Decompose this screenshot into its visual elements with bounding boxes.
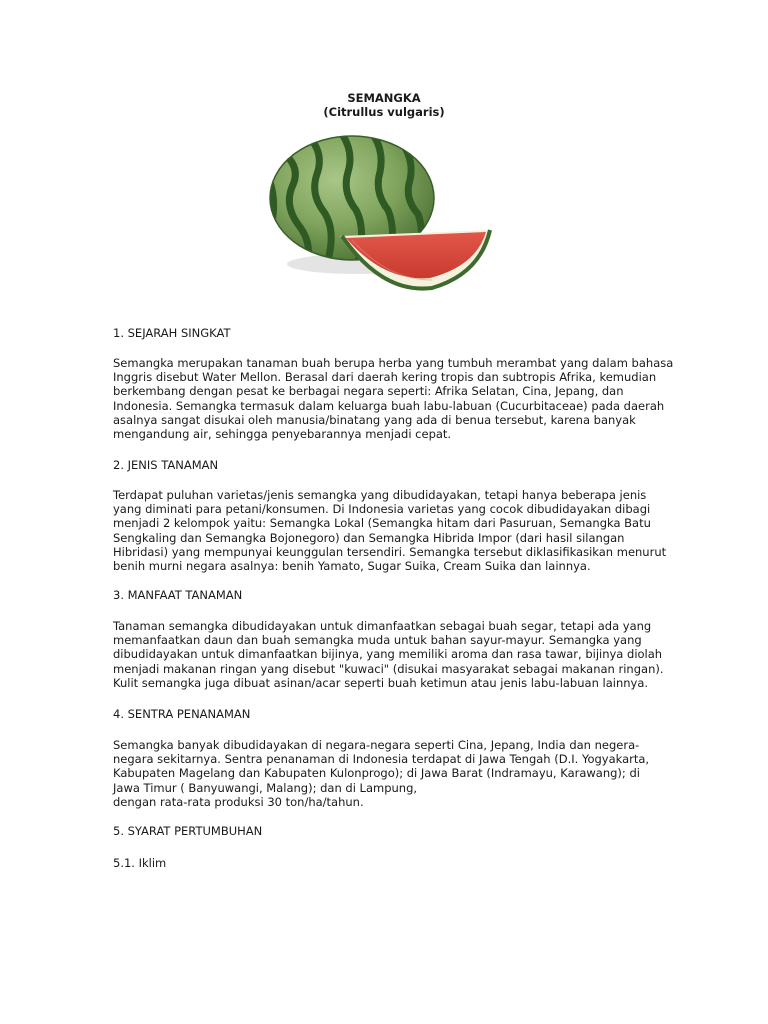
paragraph-line: menjadi 2 kelompok yaitu: Semangka Lokal (Semangka hitam dari Pasuruan, Semangka Batu bbox=[113, 516, 651, 531]
document-title: SEMANGKA bbox=[347, 91, 421, 105]
paragraph-line: Kabupaten Magelang dan Kabupaten Kulonprogo); di Jawa Barat (Indramayu, Karawang); di bbox=[113, 766, 640, 781]
watermelon-illustration bbox=[262, 132, 502, 307]
paragraph-line: berkembang dengan pesat ke berbagai negara seperti: Afrika Selatan, Cina, Jepang, dan bbox=[113, 384, 624, 399]
paragraph-line: Indonesia. Semangka termasuk dalam keluarga buah labu-labuan (Cucurbitaceae) pada daerah bbox=[113, 398, 665, 413]
section-paragraph bbox=[113, 356, 673, 441]
paragraph-line: menjadi makanan ringan yang disebut "kuwaci" (disukai masyarakat sebagai makanan ringan). bbox=[113, 661, 664, 676]
section-heading: 2. JENIS TANAMAN bbox=[113, 458, 219, 472]
section-paragraph bbox=[113, 619, 673, 690]
paragraph-line: benih murni negara asalnya: benih Yamato, Sugar Suika, Cream Suika dan lainnya. bbox=[113, 559, 591, 574]
paragraph-line: negara sekitarnya. Sentra penanaman di Indonesia terdapat di Jawa Tengah (D.I. Yogyakarta, bbox=[113, 752, 650, 767]
section-paragraph bbox=[113, 488, 673, 573]
section-paragraph bbox=[113, 738, 673, 809]
paragraph-line: Tanaman semangka dibudidayakan untuk dimanfaatkan sebagai buah segar, tetapi ada yang bbox=[113, 619, 652, 633]
section-heading: 4. SENTRA PENANAMAN bbox=[113, 707, 251, 721]
paragraph-line: memanfaatkan daun dan buah semangka muda untuk bahan sayur-mayur. Semangka yang bbox=[113, 633, 642, 648]
paragraph-line: Terdapat puluhan varietas/jenis semangka yang dibudidayakan, tetapi hanya beberapa jenis bbox=[113, 488, 647, 502]
paragraph-line: Semangka merupakan tanaman buah berupa herba yang tumbuh merambat yang dalam bahasa bbox=[113, 356, 674, 370]
paragraph-line: mengandung air, sehingga penyebarannya menjadi cepat. bbox=[113, 427, 452, 442]
paragraph-line: Sengkaling dan Semangka Bojonegoro) dan Semangka Hibrida Impor (dari hasil silangan bbox=[113, 530, 625, 545]
document-subtitle: (Citrullus vulgaris) bbox=[323, 105, 445, 119]
paragraph-line: Jawa Timur ( Banyuwangi, Malang); dan di Lampung, bbox=[113, 780, 418, 795]
paragraph-line: Kulit semangka juga dibuat asinan/acar seperti buah ketimun atau jenis labu-labuan lainnya. bbox=[113, 675, 649, 690]
watermelon-slice bbox=[340, 230, 490, 289]
section-heading: 3. MANFAAT TANAMAN bbox=[113, 588, 243, 602]
section-heading: 1. SEJARAH SINGKAT bbox=[113, 326, 231, 340]
paragraph-line: Semangka banyak dibudidayakan di negara-negara seperti Cina, Jepang, India dan negera- bbox=[113, 738, 640, 752]
paragraph-line: dengan rata-rata produksi 30 ton/ha/tahun. bbox=[113, 794, 364, 809]
paragraph-line: asalnya sangat disukai oleh manusia/binatang yang ada di benua tersebut, karena banyak bbox=[113, 412, 636, 427]
paragraph-line: yang diminati para petani/konsumen. Di Indonesia varietas yang cocok dibudidayakan dibagi bbox=[113, 502, 651, 517]
section-heading: 5.1. Iklim bbox=[113, 856, 167, 870]
paragraph-line: Hibridasi) yang mempunyai keunggulan tersendiri. Semangka tersebut diklasifikasikan menurut bbox=[113, 544, 667, 559]
section-heading: 5. SYARAT PERTUMBUHAN bbox=[113, 824, 263, 838]
paragraph-line: dibudidayakan untuk dimanfaatkan bijinya, yang memiliki aroma dan rasa tawar, bijinya diolah bbox=[113, 647, 663, 662]
paragraph-line: Inggris disebut Water Mellon. Berasal dari daerah kering tropis dan subtropis Afrika, kemudian bbox=[113, 370, 657, 385]
